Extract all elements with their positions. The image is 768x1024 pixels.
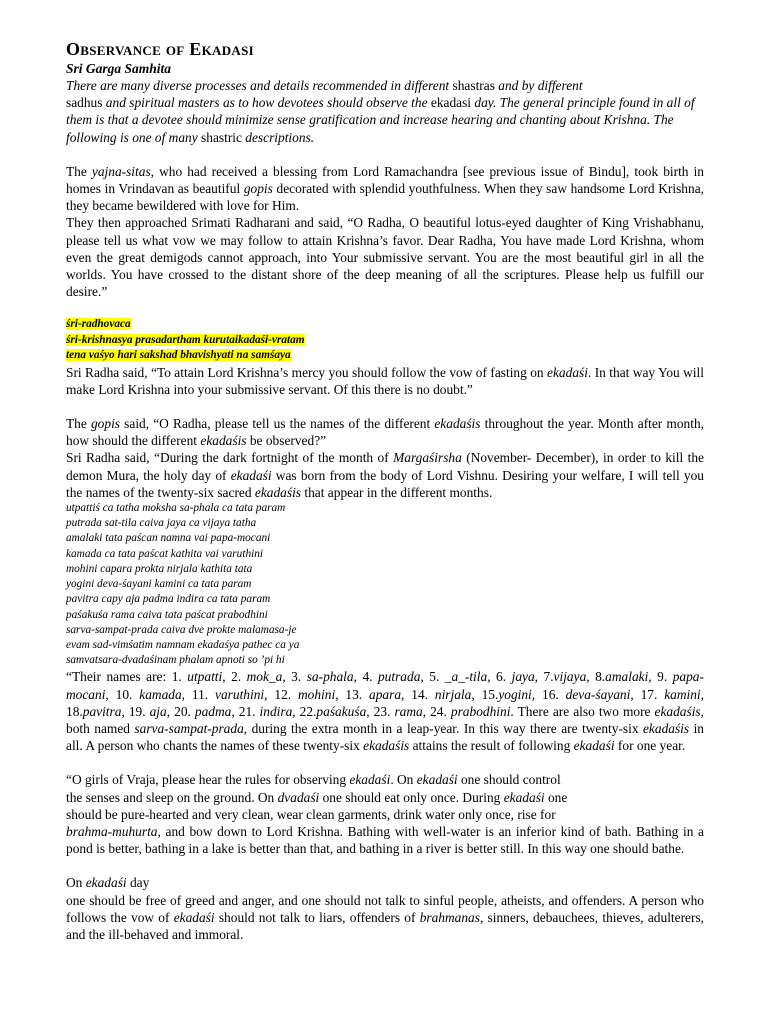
sloka-line: kamada ca tata paścat kathita vai varuthini (66, 547, 264, 560)
verse-line: śri-radhovaca (66, 318, 131, 331)
verse-line: tena vaśyo hari sakshad bhavishyati na samśaya (66, 349, 291, 362)
sloka-line: evam sad-vimśatim namnam ekadaśya pathec ca ya (66, 638, 300, 651)
highlighted-verse (66, 317, 704, 363)
sloka-line: sarva-sampat-prada caiva dve prokte malamasa-je (66, 623, 297, 636)
sloka-block (66, 501, 704, 668)
sloka-line: utpattiś ca tatha moksha sa-phala ca tata param (66, 502, 286, 515)
verse-line: śri-krishnasya prasadartham kurutaikadaśi-vratam (66, 333, 305, 346)
rules-paragraph: “O girls of Vraja, please hear the rules for observing ekadaśi. On ekadaśi one should control the senses and sleep on the ground. On dvadaśi one should eat only once. During ekadaśi one should be pure-hearted and very clean, wear clean garments, drink water only once, rise for brahma-muhurta, and bow down to Lord Krishna. Bathing with well-water is an inferior kind of bath. Bathing in a pond is better, bathing in a lake is better than that, and bathing in a river is better still. In this way one should bathe. (66, 772, 704, 857)
document-title: Observance of Ekadasi (66, 39, 254, 59)
conduct-paragraph: On ekadaśi day (66, 875, 150, 891)
answer-paragraph: Sri Radha said, “During the dark fortnight of the month of Margaśirsha (November- December), in order to kill the demon Mura, the holy day of ekadaśi was born from the body of Lord Vishnu. Desiring your welfare, I will tell you the names of the twenty-six sacred ekadaśis that appear in the different months. (66, 450, 704, 500)
conduct-paragraph-continued: one should be free of greed and anger, and one should not talk to sinful people, atheists, and offenders. A person who follows the vow of ekadaśi should not talk to liars, offenders of brahmanas, sinners, debauchees, thieves, adulterers, and the ill-behaved and immoral. (66, 892, 704, 942)
sloka-line: paśakuśa rama caiva tata paścat prabodhini (66, 608, 268, 621)
intro-paragraph: There are many diverse processes and details recommended in different shastras and by different sadhus and spiritual masters as to how devotees should observe the ekadasi day. The general principle found in all of them is that a devotee should minimize sense gratification and increase hearing and chanting about Krishna. The following is one of many shastric descriptions. (66, 78, 695, 145)
sloka-line: mohini capara prokta nirjala kathita tata (66, 562, 253, 575)
names-paragraph: “Their names are: 1. utpatti, 2. mok_a, 3. sa-phala, 4. putrada, 5. _a_-tila, 6. jaya, 7.vijaya, 8.amalaki, 9. papa-mocani, 10. kamada, 11. varuthini, 12. mohini, 13. apara, 14. nirjala, 15.yogini, 16. deva-śayani, 17. kamini, 18.pavitra, 19. aja, 20. padma, 21. indira, 22.paśakuśa, 23. rama, 24. prabodhini. There are also two more ekadaśis, both named sarva-sampat-prada, during the extra month in a leap-year. In this way there are twenty-six ekadaśis in all. A person who chants the names of these twenty-six ekadaśis attains the result of following ekadaśi for one year. (66, 669, 705, 754)
question-paragraph: The gopis said, “O Radha, please tell us the names of the different ekadaśis throughout the year. Month after month, how should the different ekadaśis be observed?” (66, 416, 704, 449)
story-paragraph: The yajna-sitas, who had received a blessing from Lord Ramachandra [see previous issue of Bindu], took birth in homes in Vrindavan as beautiful gopis decorated with splendid youthfulness. When they saw handsome Lord Krishna, they became bewildered with love for Him. (66, 163, 704, 214)
sloka-line: yogini deva-śayani kamini ca tata param (66, 578, 252, 591)
sloka-line: pavitra capy aja padma indira ca tata param (66, 593, 271, 606)
sloka-line: amalaki tata paścan namna vai papa-mocani (66, 532, 271, 545)
sloka-line: putrada sat-tila caiva jaya ca vijaya tatha (66, 517, 257, 530)
document-subtitle: Sri Garga Samhita (66, 61, 172, 76)
translation-paragraph: Sri Radha said, “To attain Lord Krishna’s mercy you should follow the vow of fasting on ekadaśi. In that way You will make Lord Krishna into your submissive servant. Of this there is no doubt.” (66, 364, 704, 397)
sloka-line: samvatsara-dvadaśinam phalam apnoti so ’pi hi (66, 654, 285, 667)
request-paragraph: They then approached Srimati Radharani and said, “O Radha, O beautiful lotus-eyed daughter of King Vrishabhanu, please tell us what vow we may follow to attain Krishna’s favor. Dear Radha, You have made Lord Krishna, whom even the great demigods cannot approach, into Your submissive servant. You are the most beautiful girl in all the worlds. You have crossed to the distant shore of the deep meaning of all the scriptures. Please help us fulfill our desire.” (66, 215, 704, 300)
